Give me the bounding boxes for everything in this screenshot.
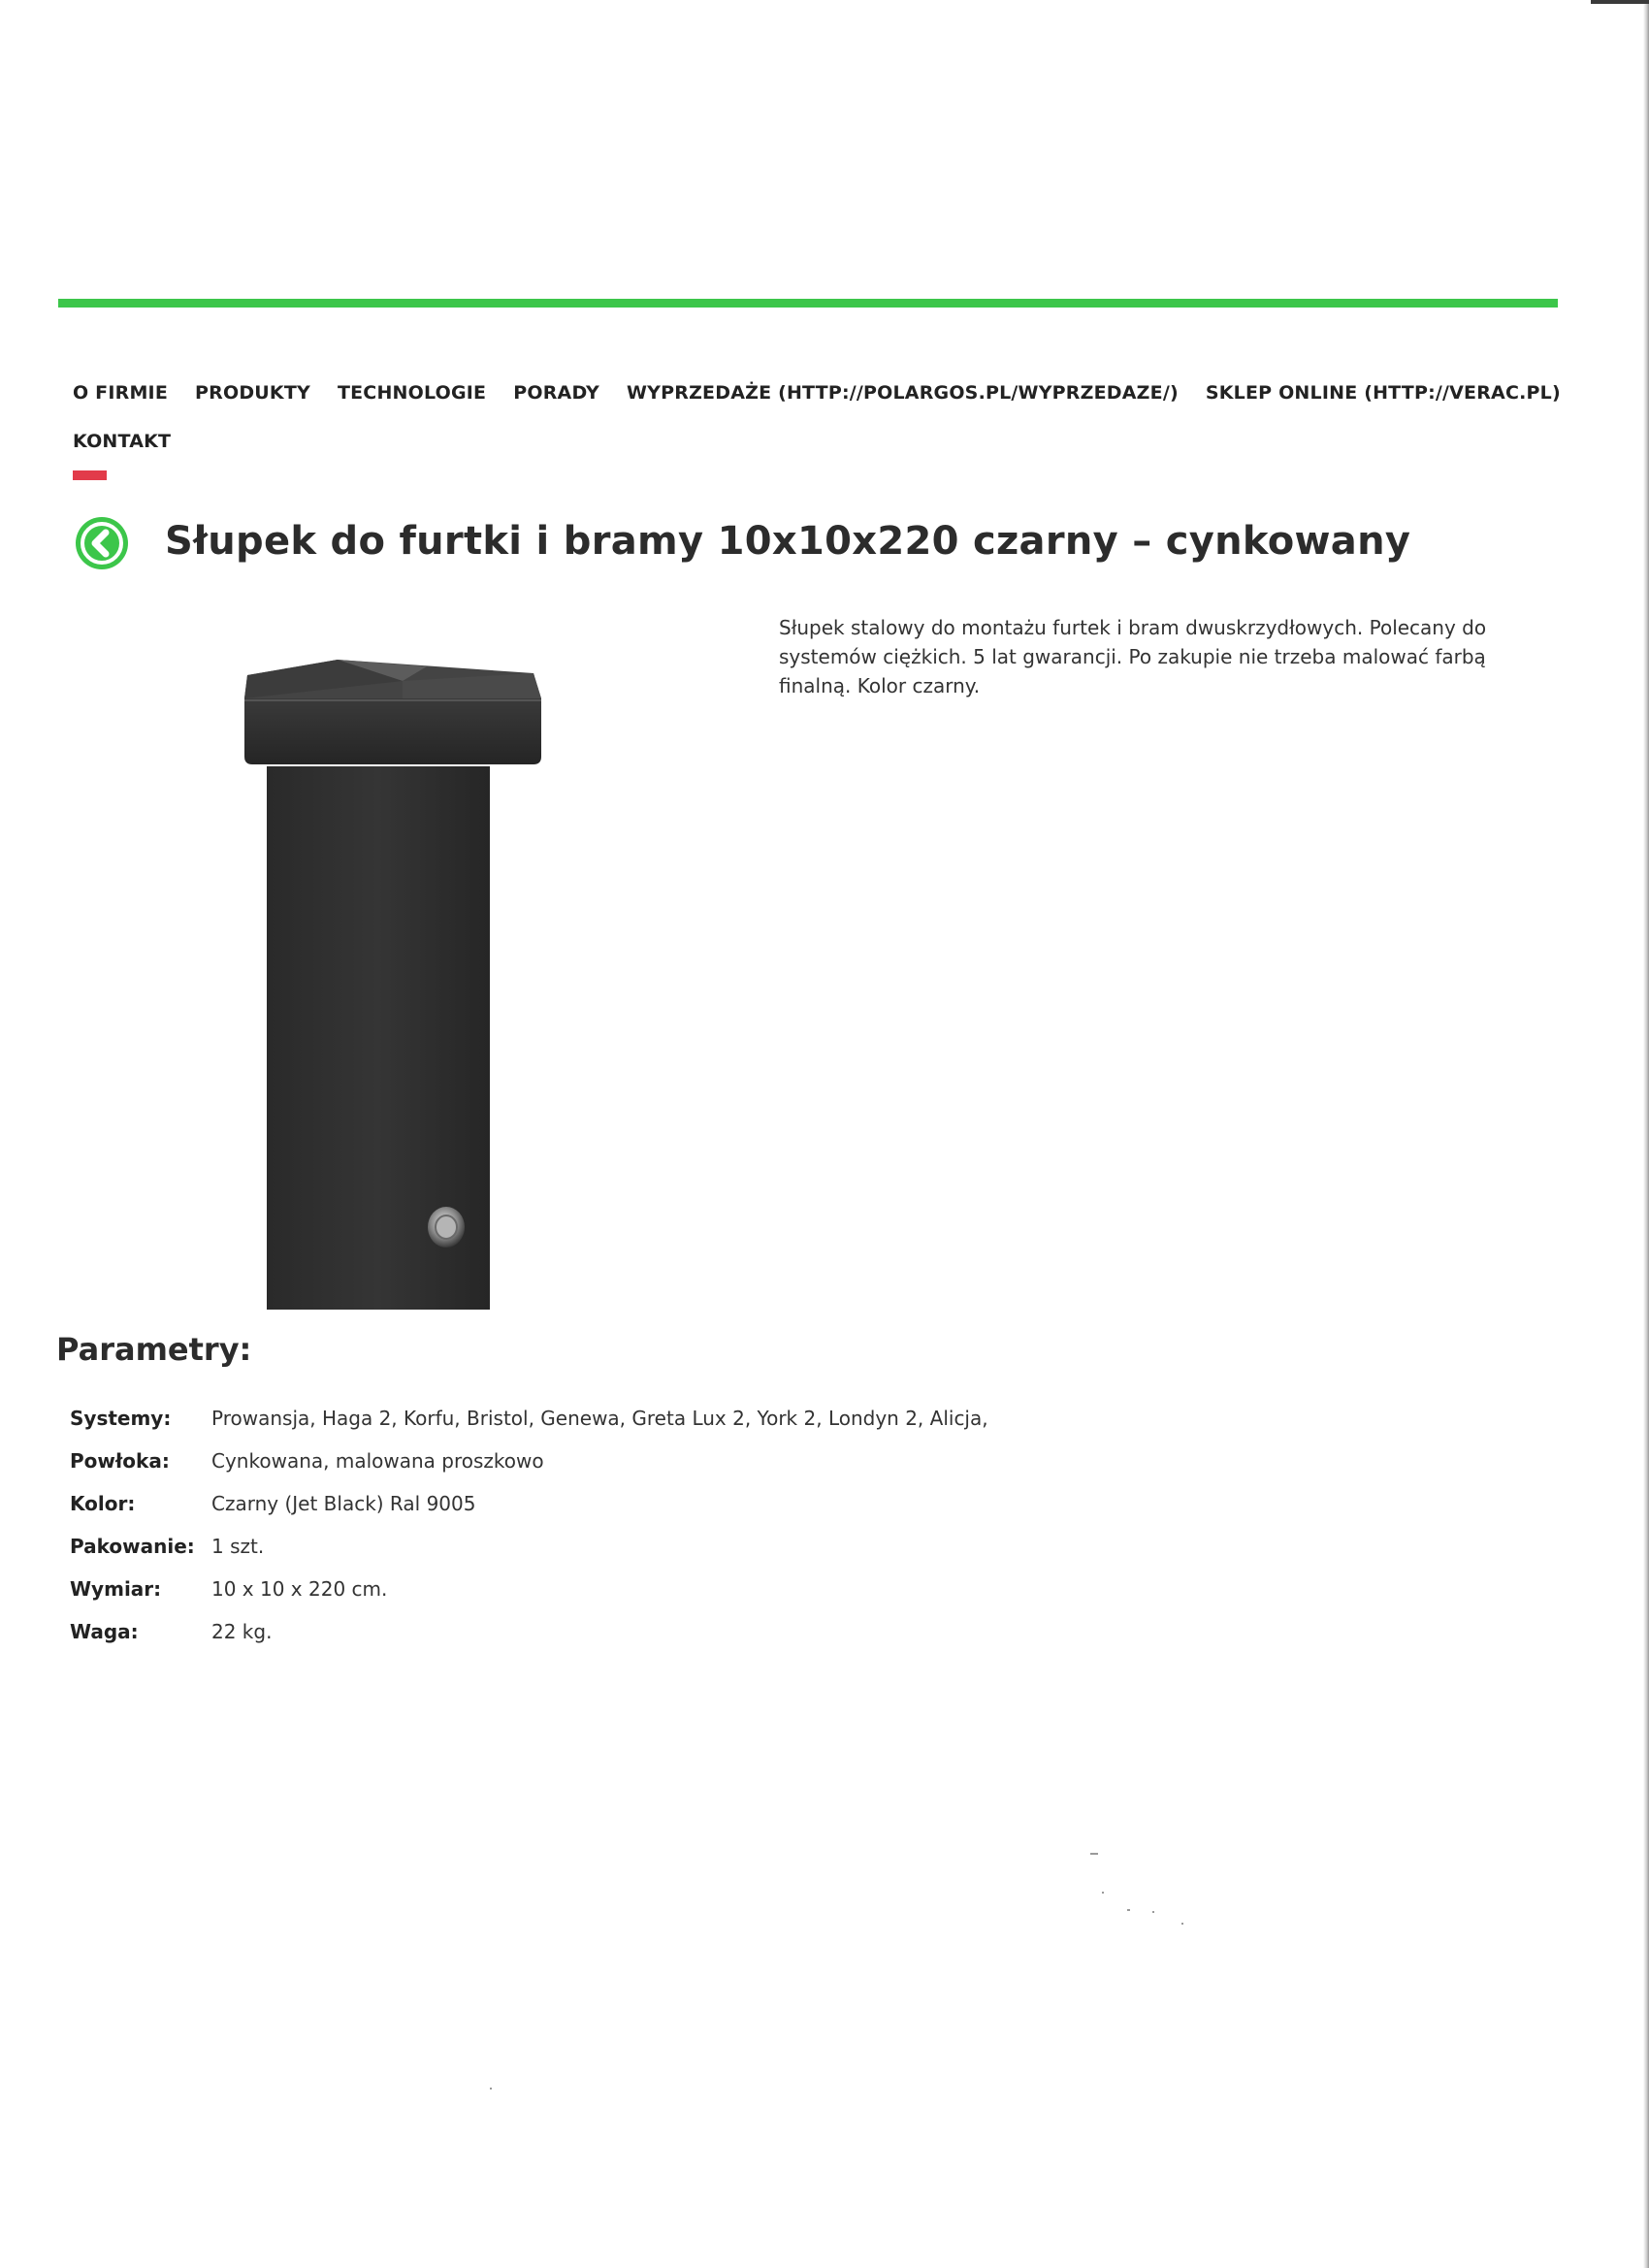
nav-item-o-firmie[interactable]: O FIRMIE	[73, 382, 169, 404]
param-row-kolor	[62, 1482, 988, 1525]
nav-item-wyprzedaze[interactable]: WYPRZEDAŻE (HTTP://POLARGOS.PL/WYPRZEDAZE/)	[627, 382, 1179, 404]
param-value: Cynkowana, malowana proszkowo	[211, 1449, 544, 1473]
scan-speck	[1090, 1853, 1098, 1855]
scan-speck	[1181, 1923, 1183, 1925]
nav-item-technologie[interactable]: TECHNOLOGIE	[337, 382, 487, 404]
nav-item-kontakt[interactable]: KONTAKT	[73, 431, 172, 452]
back-button[interactable]	[76, 517, 128, 569]
param-row-powloka	[62, 1440, 988, 1482]
main-nav	[73, 382, 1567, 452]
param-value: 22 kg.	[211, 1620, 273, 1643]
scan-speck	[490, 2088, 492, 2090]
param-label: Systemy:	[70, 1407, 172, 1430]
param-row-waga	[62, 1610, 988, 1653]
scan-speck	[1152, 1911, 1154, 1913]
param-value: Czarny (Jet Black) Ral 9005	[211, 1492, 476, 1515]
scan-edge	[1643, 0, 1649, 2268]
scan-edge-mark	[1591, 0, 1649, 4]
param-label: Kolor:	[70, 1492, 136, 1515]
param-row-wymiar	[62, 1568, 988, 1610]
parameters-table	[62, 1397, 988, 1653]
chevron-left-icon	[76, 517, 128, 569]
scan-speck	[1127, 1909, 1130, 1911]
nav-item-sklep-online[interactable]: SKLEP ONLINE (HTTP://VERAC.PL)	[1205, 382, 1561, 404]
scan-speck	[1102, 1892, 1104, 1894]
header-divider	[58, 299, 1558, 308]
active-section-marker	[73, 470, 107, 480]
product-image	[233, 660, 582, 1310]
product-description: Słupek stalowy do montażu furtek i bram dwuskrzydłowych. Polecany do systemów ciężkich. 5 lat gwarancji. Po zakupie nie trzeba malować farbą finalną. Kolor czarny.	[779, 616, 1487, 697]
nav-item-porady[interactable]: PORADY	[513, 382, 599, 404]
param-value: 10 x 10 x 220 cm.	[211, 1577, 388, 1601]
param-label: Waga:	[70, 1620, 139, 1643]
param-label: Wymiar:	[70, 1577, 162, 1601]
page-title: Słupek do furtki i bramy 10x10x220 czarny – cynkowany	[165, 519, 1411, 564]
param-row-pakowanie	[62, 1525, 988, 1568]
param-row-systemy	[62, 1397, 988, 1440]
param-label: Pakowanie:	[70, 1535, 195, 1558]
nav-item-produkty[interactable]: PRODUKTY	[195, 382, 310, 404]
param-value: 1 szt.	[211, 1535, 265, 1558]
param-value: Prowansja, Haga 2, Korfu, Bristol, Genewa, Greta Lux 2, York 2, Londyn 2, Alicja,	[211, 1407, 988, 1430]
parameters-heading: Parametry:	[56, 1331, 252, 1368]
param-label: Powłoka:	[70, 1449, 170, 1473]
